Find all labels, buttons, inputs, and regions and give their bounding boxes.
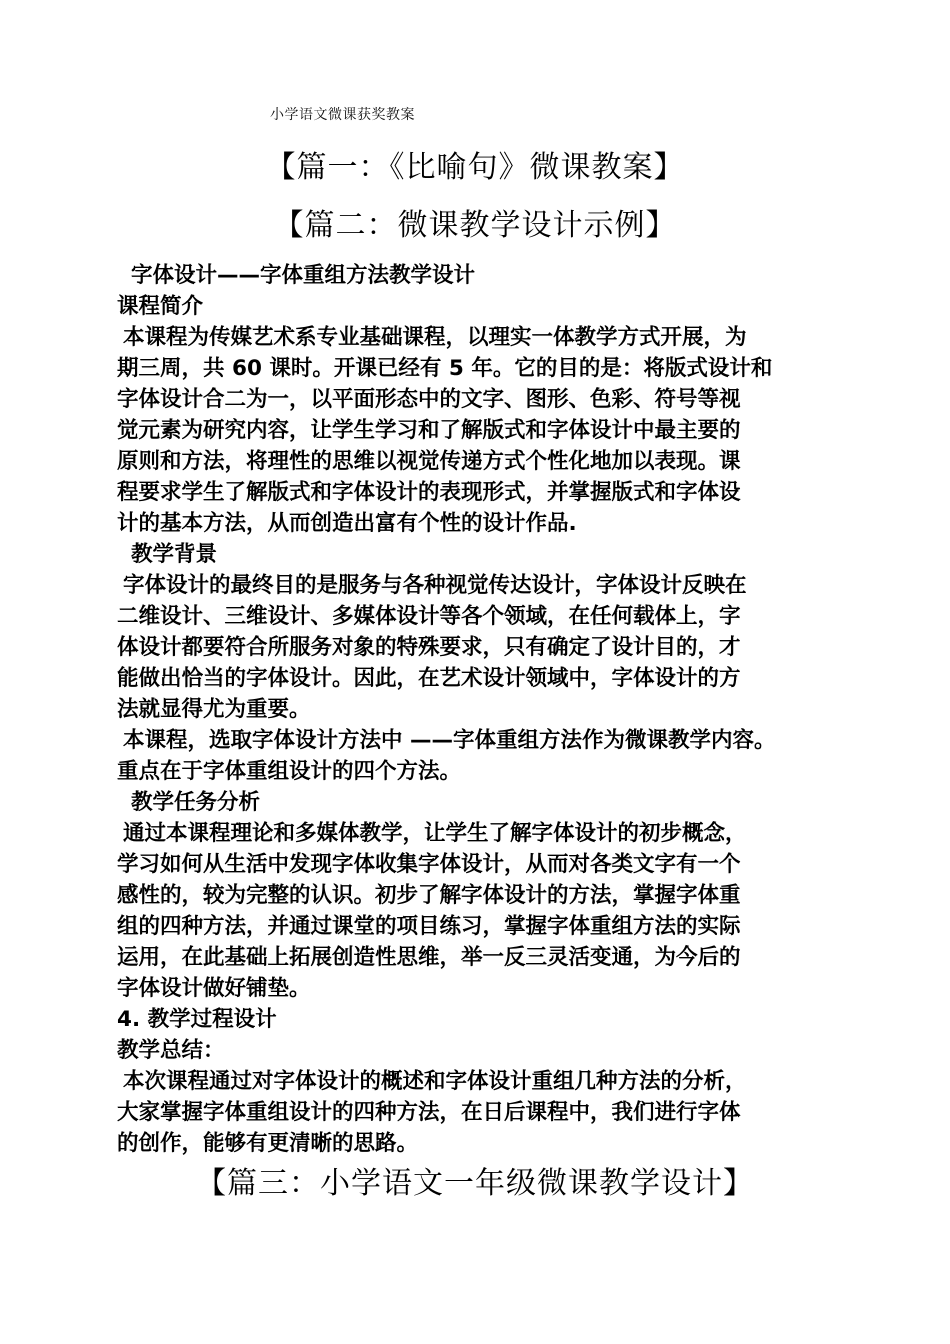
background-line: 法就显得尤为重要。	[117, 697, 311, 722]
background-line: 二维设计、三维设计、多媒体设计等各个领域，在任何载体上，字	[117, 604, 741, 629]
task-line: 组的四种方法，并通过课堂的项目练习，掌握字体重组方法的实际	[117, 914, 741, 939]
document-body	[117, 260, 847, 1159]
intro-line: 程要求学生了解版式和字体设计的表现形式，并掌握版式和字体设	[117, 480, 741, 505]
section-heading-part3: 【篇三：小学语文一年级微课教学设计】	[196, 1166, 754, 1201]
background-line: 体设计都要符合所服务对象的特殊要求，只有确定了设计目的，才	[117, 635, 741, 660]
task-line: 通过本课程理论和多媒体教学，让学生了解字体设计的初步概念，	[123, 821, 747, 846]
running-header: 小学语文微课获奖教案	[270, 107, 415, 123]
intro-line: 本课程为传媒艺术系专业基础课程，以理实一体教学方式开展，为	[123, 325, 747, 350]
intro-heading: 课程简介	[117, 294, 204, 319]
task-line: 感性的，较为完整的认识。初步了解字体设计的方法，掌握字体重	[117, 883, 741, 908]
summary-line: 大家掌握字体重组设计的四种方法，在日后课程中，我们进行字体	[117, 1100, 741, 1125]
background-line: 能做出恰当的字体设计。因此，在艺术设计领域中，字体设计的方	[117, 666, 741, 691]
intro-line: 期三周，共 60 课时。开课已经有 5 年。它的目的是：将版式设计和	[117, 356, 773, 381]
summary-heading: 教学总结：	[117, 1038, 225, 1063]
intro-line: 觉元素为研究内容，让学生学习和了解版式和字体设计中最主要的	[117, 418, 741, 443]
task-line: 学习如何从生活中发现字体收集字体设计，从而对各类文字有一个	[117, 852, 741, 877]
task-line: 字体设计做好铺垫。	[117, 976, 311, 1001]
content-line: 本课程，选取字体设计方法中 ——字体重组方法作为微课教学内容。	[123, 728, 776, 753]
summary-line: 的创作，能够有更清晰的思路。	[117, 1131, 419, 1156]
process-heading: 4. 教学过程设计	[117, 1007, 277, 1032]
intro-line: 原则和方法，将理性的思维以视觉传递方式个性化地加以表现。课	[117, 449, 741, 474]
intro-line: 计的基本方法，从而创造出富有个性的设计作品.	[117, 511, 577, 536]
task-heading: 教学任务分析	[131, 790, 261, 815]
intro-line: 字体设计合二为一，以平面形态中的文字、图形、色彩、符号等视	[117, 387, 741, 412]
background-heading: 教学背景	[131, 542, 218, 567]
section-heading-part1: 【篇一：《比喻句》微课教案】	[265, 150, 685, 185]
doc-title: 字体设计——字体重组方法教学设计	[131, 263, 476, 288]
background-line: 字体设计的最终目的是服务与各种视觉传达设计，字体设计反映在	[123, 573, 747, 598]
task-line: 运用，在此基础上拓展创造性思维，举一反三灵活变通，为今后的	[117, 945, 741, 970]
section-heading-part2: 【篇二：微课教学设计示例】	[273, 208, 677, 243]
summary-line: 本次课程通过对字体设计的概述和字体设计重组几种方法的分析，	[123, 1069, 747, 1094]
content-line: 重点在于字体重组设计的四个方法。	[117, 759, 462, 784]
